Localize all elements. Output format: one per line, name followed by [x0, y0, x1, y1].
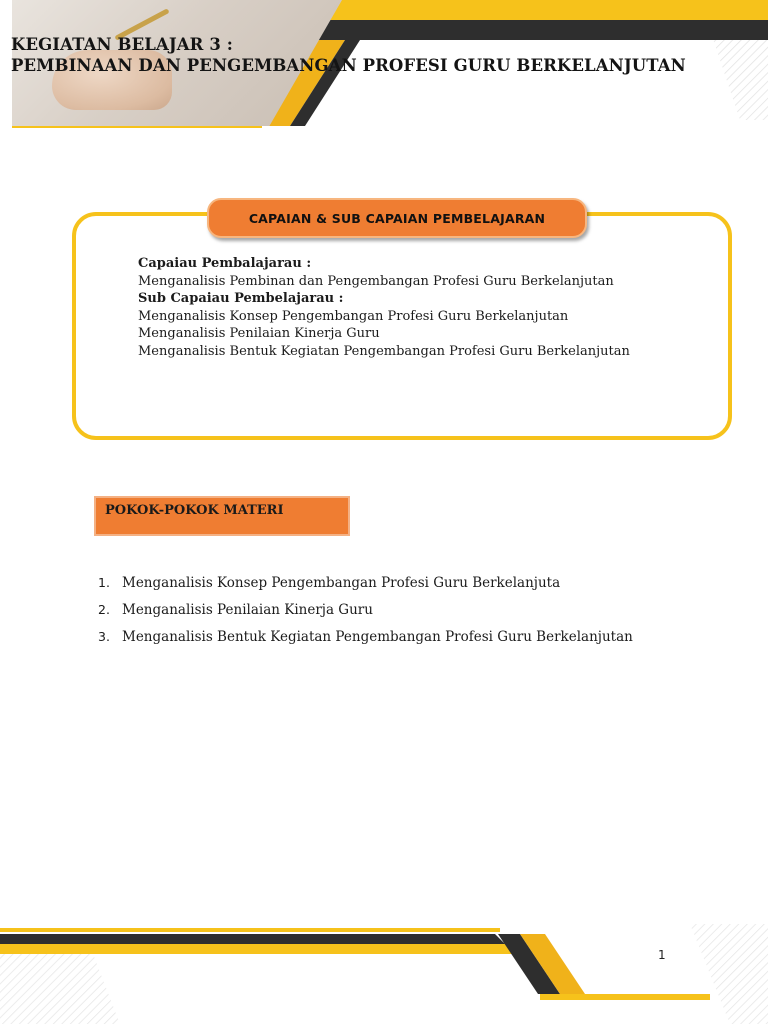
capaian-content: [138, 255, 718, 360]
page-title: [11, 34, 686, 76]
footer-dark-band: [0, 934, 505, 944]
list-text: Menganalisis Konsep Pengembangan Profesi Guru Berkelanjuta: [122, 575, 561, 591]
footer-banner: [0, 924, 768, 1024]
pokok-materi-heading: POKOK-POKOK MATERI: [105, 503, 284, 518]
yellow-stripe-top: [330, 0, 768, 20]
pokok-materi-list: [98, 573, 633, 654]
sub-cp-item: Menganalisis Bentuk Kegiatan Pengembangan Profesi Guru Berkelanjutan: [138, 343, 630, 359]
footer-base-line: [540, 994, 710, 1000]
list-number: 1.: [98, 575, 110, 590]
list-number: 2.: [98, 602, 110, 617]
page-number: 1: [658, 948, 666, 962]
footer-thin-line: [0, 928, 500, 932]
title-line-1: KEGIATAN BELAJAR 3 :: [11, 35, 233, 54]
header-banner: [0, 0, 768, 130]
capaian-heading-pill: [207, 198, 587, 238]
cp-label: Capaiau Pembalajarau :: [138, 256, 312, 271]
list-item: [98, 600, 633, 627]
title-line-2: PEMBINAAN DAN PENGEMBANGAN PROFESI GURU BERKELANJUTAN: [11, 56, 686, 75]
sub-cp-label: Sub Capaiau Pembelajarau :: [138, 291, 344, 306]
list-item: [98, 573, 633, 600]
hatch-left: [0, 946, 120, 1024]
sub-cp-item: Menganalisis Konsep Pengembangan Profesi Guru Berkelanjutan: [138, 308, 569, 324]
list-text: Menganalisis Penilaian Kinerja Guru: [122, 602, 373, 618]
list-number: 3.: [98, 629, 110, 644]
capaian-heading: CAPAIAN & SUB CAPAIAN PEMBELAJARAN: [248, 210, 546, 226]
footer-decoration: [0, 924, 768, 1024]
list-item: [98, 627, 633, 654]
sub-cp-item: Menganalisis Penilaian Kinerja Guru: [138, 326, 380, 341]
hatch-right: [690, 924, 768, 1024]
footer-yellow-band: [0, 944, 512, 954]
list-text: Menganalisis Bentuk Kegiatan Pengembangan Profesi Guru Berkelanjutan: [122, 629, 633, 645]
cp-text: Menganalisis Pembinan dan Pengembangan Profesi Guru Berkelanjutan: [138, 273, 614, 289]
pokok-materi-header: [94, 496, 350, 536]
